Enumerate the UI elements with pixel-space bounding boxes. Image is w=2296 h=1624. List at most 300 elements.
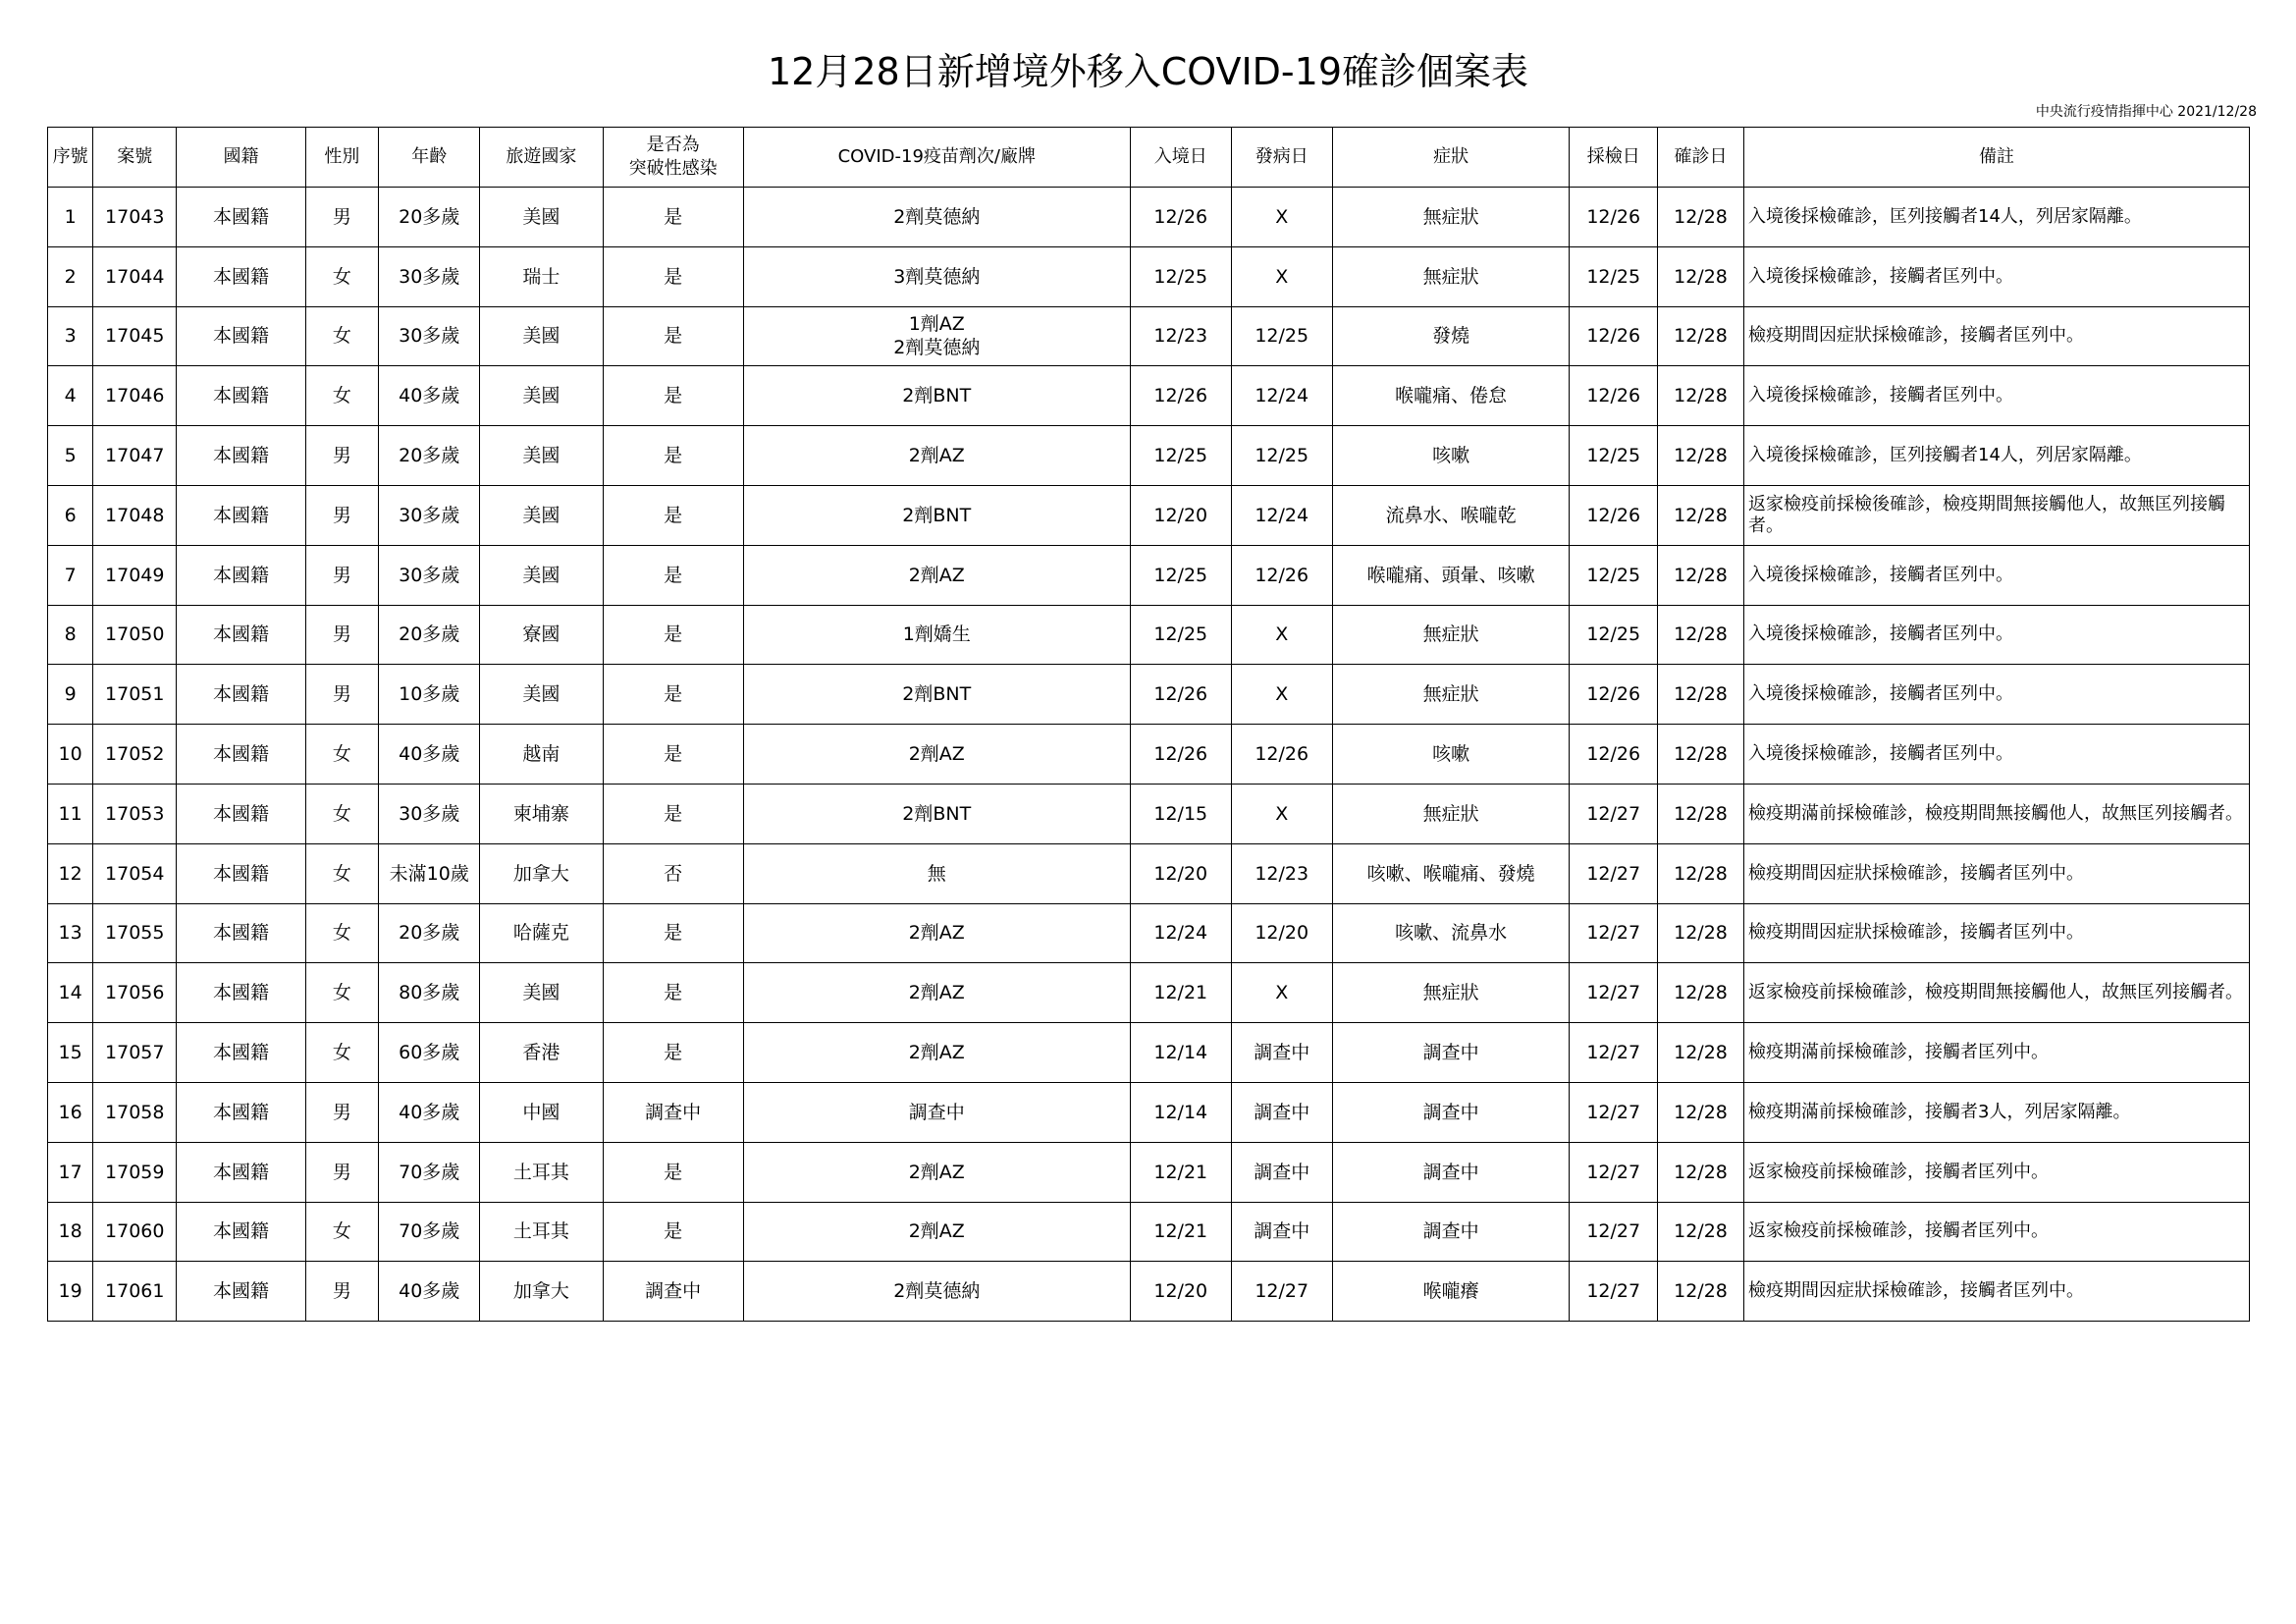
- cell-breakthrough: 是: [603, 605, 743, 665]
- cell-breakthrough: 是: [603, 485, 743, 545]
- cell-seq: 3: [48, 306, 93, 366]
- cell-note: 返家檢疫前採檢確診，檢疫期間無接觸他人，故無匡列接觸者。: [1744, 963, 2250, 1023]
- table-row: [48, 1202, 2250, 1262]
- cell-symptoms: 咳嗽: [1332, 725, 1570, 785]
- cell-symptoms: 發燒: [1332, 306, 1570, 366]
- cell-sampling-date: 12/27: [1570, 1082, 1658, 1142]
- header-breakthrough: 是否為 突破性感染: [603, 128, 743, 188]
- cell-nationality: 本國籍: [177, 1023, 305, 1083]
- cell-case-no: 17048: [93, 485, 177, 545]
- table-row: [48, 366, 2250, 426]
- cell-age: 30多歲: [379, 784, 480, 843]
- cell-gender: 女: [305, 1202, 379, 1262]
- cell-entry-date: 12/23: [1130, 306, 1231, 366]
- cell-breakthrough: 是: [603, 306, 743, 366]
- cell-case-no: 17046: [93, 366, 177, 426]
- cell-vaccine: 2劑BNT: [743, 366, 1130, 426]
- cell-seq: 17: [48, 1142, 93, 1202]
- cell-age: 20多歲: [379, 903, 480, 963]
- cell-entry-date: 12/20: [1130, 1262, 1231, 1322]
- cell-case-no: 17051: [93, 665, 177, 725]
- cell-onset-date: X: [1231, 605, 1332, 665]
- cell-confirmed-date: 12/28: [1657, 1082, 1743, 1142]
- cell-confirmed-date: 12/28: [1657, 1023, 1743, 1083]
- cell-confirmed-date: 12/28: [1657, 366, 1743, 426]
- cell-travel-country: 美國: [480, 665, 603, 725]
- cell-onset-date: 調查中: [1231, 1202, 1332, 1262]
- cell-onset-date: 12/20: [1231, 903, 1332, 963]
- cell-symptoms: 喉嚨癢: [1332, 1262, 1570, 1322]
- cell-onset-date: 12/26: [1231, 725, 1332, 785]
- cell-breakthrough: 是: [603, 426, 743, 486]
- table-row: [48, 1082, 2250, 1142]
- cell-nationality: 本國籍: [177, 1142, 305, 1202]
- cell-entry-date: 12/14: [1130, 1082, 1231, 1142]
- header-sampling-date: 採檢日: [1570, 128, 1658, 188]
- cell-note: 入境後採檢確診，接觸者匡列中。: [1744, 366, 2250, 426]
- cell-breakthrough: 是: [603, 1023, 743, 1083]
- cell-breakthrough: 是: [603, 665, 743, 725]
- cell-onset-date: 12/25: [1231, 426, 1332, 486]
- cell-entry-date: 12/15: [1130, 784, 1231, 843]
- cell-symptoms: 喉嚨痛、頭暈、咳嗽: [1332, 545, 1570, 605]
- cell-case-no: 17061: [93, 1262, 177, 1322]
- cell-case-no: 17059: [93, 1142, 177, 1202]
- cell-gender: 男: [305, 665, 379, 725]
- cell-age: 70多歲: [379, 1142, 480, 1202]
- cell-gender: 男: [305, 545, 379, 605]
- cell-case-no: 17050: [93, 605, 177, 665]
- cell-age: 20多歲: [379, 426, 480, 486]
- cell-gender: 女: [305, 246, 379, 306]
- cell-confirmed-date: 12/28: [1657, 246, 1743, 306]
- cell-gender: 男: [305, 1142, 379, 1202]
- cell-vaccine: 2劑AZ: [743, 1023, 1130, 1083]
- cell-gender: 男: [305, 1082, 379, 1142]
- cell-travel-country: 哈薩克: [480, 903, 603, 963]
- cell-note: 入境後採檢確診，匡列接觸者14人，列居家隔離。: [1744, 426, 2250, 486]
- cell-confirmed-date: 12/28: [1657, 843, 1743, 903]
- cell-breakthrough: 是: [603, 963, 743, 1023]
- cell-sampling-date: 12/27: [1570, 1142, 1658, 1202]
- cell-note: 入境後採檢確診，接觸者匡列中。: [1744, 545, 2250, 605]
- cell-travel-country: 土耳其: [480, 1202, 603, 1262]
- header-vaccine: COVID-19疫苗劑次/廠牌: [743, 128, 1130, 188]
- header-symptoms: 症狀: [1332, 128, 1570, 188]
- cell-note: 返家檢疫前採檢確診，接觸者匡列中。: [1744, 1202, 2250, 1262]
- cell-breakthrough: 是: [603, 545, 743, 605]
- cell-breakthrough: 否: [603, 843, 743, 903]
- cell-note: 入境後採檢確診，接觸者匡列中。: [1744, 665, 2250, 725]
- cell-seq: 5: [48, 426, 93, 486]
- cell-vaccine: 調查中: [743, 1082, 1130, 1142]
- cell-nationality: 本國籍: [177, 1202, 305, 1262]
- cell-symptoms: 無症狀: [1332, 784, 1570, 843]
- cell-vaccine: 2劑AZ: [743, 963, 1130, 1023]
- table-row: [48, 903, 2250, 963]
- cell-age: 20多歲: [379, 188, 480, 247]
- cell-sampling-date: 12/27: [1570, 963, 1658, 1023]
- cell-note: 返家檢疫前採檢確診，接觸者匡列中。: [1744, 1142, 2250, 1202]
- cell-note: 檢疫期滿前採檢確診，接觸者匡列中。: [1744, 1023, 2250, 1083]
- cell-entry-date: 12/21: [1130, 1142, 1231, 1202]
- cell-travel-country: 中國: [480, 1082, 603, 1142]
- cell-travel-country: 加拿大: [480, 843, 603, 903]
- cell-seq: 8: [48, 605, 93, 665]
- cell-symptoms: 無症狀: [1332, 188, 1570, 247]
- cell-sampling-date: 12/27: [1570, 784, 1658, 843]
- cell-sampling-date: 12/27: [1570, 1202, 1658, 1262]
- cell-seq: 9: [48, 665, 93, 725]
- cell-symptoms: 無症狀: [1332, 246, 1570, 306]
- cell-onset-date: X: [1231, 963, 1332, 1023]
- cell-case-no: 17060: [93, 1202, 177, 1262]
- table-row: [48, 426, 2250, 486]
- cell-note: 返家檢疫前採檢後確診，檢疫期間無接觸他人，故無匡列接觸者。: [1744, 485, 2250, 545]
- cell-vaccine: 2劑AZ: [743, 1202, 1130, 1262]
- cell-vaccine: 2劑AZ: [743, 426, 1130, 486]
- cell-nationality: 本國籍: [177, 485, 305, 545]
- cell-sampling-date: 12/27: [1570, 843, 1658, 903]
- cell-confirmed-date: 12/28: [1657, 306, 1743, 366]
- cell-travel-country: 美國: [480, 188, 603, 247]
- cell-vaccine: 2劑AZ: [743, 545, 1130, 605]
- cell-note: 檢疫期滿前採檢確診，檢疫期間無接觸他人，故無匡列接觸者。: [1744, 784, 2250, 843]
- table-header-row: [48, 128, 2250, 188]
- cell-sampling-date: 12/27: [1570, 903, 1658, 963]
- cell-nationality: 本國籍: [177, 605, 305, 665]
- cell-sampling-date: 12/26: [1570, 366, 1658, 426]
- cell-note: 入境後採檢確診，匡列接觸者14人，列居家隔離。: [1744, 188, 2250, 247]
- cell-case-no: 17043: [93, 188, 177, 247]
- cell-case-no: 17044: [93, 246, 177, 306]
- cell-vaccine: 1劑嬌生: [743, 605, 1130, 665]
- table-row: [48, 1142, 2250, 1202]
- cell-seq: 1: [48, 188, 93, 247]
- header-entry-date: 入境日: [1130, 128, 1231, 188]
- cell-case-no: 17058: [93, 1082, 177, 1142]
- cell-gender: 女: [305, 1023, 379, 1083]
- cell-breakthrough: 是: [603, 784, 743, 843]
- cell-breakthrough: 是: [603, 188, 743, 247]
- cell-travel-country: 美國: [480, 426, 603, 486]
- cell-seq: 12: [48, 843, 93, 903]
- cell-sampling-date: 12/26: [1570, 306, 1658, 366]
- cell-sampling-date: 12/27: [1570, 1262, 1658, 1322]
- cell-breakthrough: 是: [603, 366, 743, 426]
- cell-onset-date: 調查中: [1231, 1082, 1332, 1142]
- table-row: [48, 188, 2250, 247]
- cell-age: 40多歲: [379, 366, 480, 426]
- cell-seq: 14: [48, 963, 93, 1023]
- header-gender: 性別: [305, 128, 379, 188]
- cell-travel-country: 寮國: [480, 605, 603, 665]
- cell-entry-date: 12/26: [1130, 188, 1231, 247]
- cell-nationality: 本國籍: [177, 426, 305, 486]
- cell-gender: 男: [305, 485, 379, 545]
- cell-gender: 女: [305, 843, 379, 903]
- cell-sampling-date: 12/26: [1570, 665, 1658, 725]
- cell-nationality: 本國籍: [177, 1262, 305, 1322]
- cell-seq: 16: [48, 1082, 93, 1142]
- cell-confirmed-date: 12/28: [1657, 485, 1743, 545]
- cell-onset-date: 12/23: [1231, 843, 1332, 903]
- cell-travel-country: 美國: [480, 545, 603, 605]
- cell-case-no: 17057: [93, 1023, 177, 1083]
- cell-entry-date: 12/25: [1130, 545, 1231, 605]
- cell-age: 40多歲: [379, 725, 480, 785]
- cell-confirmed-date: 12/28: [1657, 1142, 1743, 1202]
- table-row: [48, 1262, 2250, 1322]
- page-title: 12月28日新增境外移入COVID-19確診個案表: [767, 50, 1528, 93]
- cell-seq: 13: [48, 903, 93, 963]
- cell-confirmed-date: 12/28: [1657, 665, 1743, 725]
- cell-case-no: 17056: [93, 963, 177, 1023]
- cell-onset-date: 12/26: [1231, 545, 1332, 605]
- cell-seq: 4: [48, 366, 93, 426]
- cell-onset-date: X: [1231, 246, 1332, 306]
- cell-onset-date: X: [1231, 188, 1332, 247]
- cell-onset-date: 12/25: [1231, 306, 1332, 366]
- cell-entry-date: 12/14: [1130, 1023, 1231, 1083]
- cell-nationality: 本國籍: [177, 545, 305, 605]
- cell-breakthrough: 是: [603, 725, 743, 785]
- cell-case-no: 17054: [93, 843, 177, 903]
- cell-sampling-date: 12/26: [1570, 485, 1658, 545]
- cell-vaccine: 2劑AZ: [743, 725, 1130, 785]
- cell-case-no: 17053: [93, 784, 177, 843]
- cell-entry-date: 12/24: [1130, 903, 1231, 963]
- cell-confirmed-date: 12/28: [1657, 188, 1743, 247]
- cell-note: 入境後採檢確診，接觸者匡列中。: [1744, 246, 2250, 306]
- cell-age: 30多歲: [379, 246, 480, 306]
- cell-confirmed-date: 12/28: [1657, 725, 1743, 785]
- cell-breakthrough: 是: [603, 1202, 743, 1262]
- cell-seq: 19: [48, 1262, 93, 1322]
- cell-case-no: 17055: [93, 903, 177, 963]
- cell-vaccine: 1劑AZ 2劑莫德納: [743, 306, 1130, 366]
- cell-note: 檢疫期間因症狀採檢確診，接觸者匡列中。: [1744, 306, 2250, 366]
- cell-seq: 2: [48, 246, 93, 306]
- cell-gender: 男: [305, 605, 379, 665]
- header-note: 備註: [1744, 128, 2250, 188]
- cell-nationality: 本國籍: [177, 843, 305, 903]
- cell-age: 10多歲: [379, 665, 480, 725]
- cell-sampling-date: 12/27: [1570, 1023, 1658, 1083]
- cell-breakthrough: 是: [603, 246, 743, 306]
- case-table: [47, 127, 2250, 1322]
- table-row: [48, 1023, 2250, 1083]
- cell-entry-date: 12/21: [1130, 1202, 1231, 1262]
- cell-case-no: 17047: [93, 426, 177, 486]
- cell-age: 80多歲: [379, 963, 480, 1023]
- cell-onset-date: 12/24: [1231, 366, 1332, 426]
- cell-note: 入境後採檢確診，接觸者匡列中。: [1744, 725, 2250, 785]
- header-case-no: 案號: [93, 128, 177, 188]
- cell-travel-country: 美國: [480, 963, 603, 1023]
- cell-nationality: 本國籍: [177, 784, 305, 843]
- cell-gender: 男: [305, 1262, 379, 1322]
- cell-confirmed-date: 12/28: [1657, 1262, 1743, 1322]
- cell-entry-date: 12/20: [1130, 485, 1231, 545]
- cell-breakthrough: 是: [603, 903, 743, 963]
- cell-age: 未滿10歲: [379, 843, 480, 903]
- table-row: [48, 843, 2250, 903]
- cell-confirmed-date: 12/28: [1657, 963, 1743, 1023]
- cell-seq: 15: [48, 1023, 93, 1083]
- cell-age: 30多歲: [379, 485, 480, 545]
- cell-vaccine: 2劑BNT: [743, 485, 1130, 545]
- cell-entry-date: 12/25: [1130, 605, 1231, 665]
- header-confirmed-date: 確診日: [1657, 128, 1743, 188]
- cell-travel-country: 瑞士: [480, 246, 603, 306]
- cell-breakthrough: 調查中: [603, 1262, 743, 1322]
- cell-symptoms: 調查中: [1332, 1202, 1570, 1262]
- cell-entry-date: 12/26: [1130, 725, 1231, 785]
- cell-nationality: 本國籍: [177, 903, 305, 963]
- table-row: [48, 725, 2250, 785]
- cell-vaccine: 3劑莫德納: [743, 246, 1130, 306]
- cell-gender: 女: [305, 306, 379, 366]
- cell-symptoms: 調查中: [1332, 1142, 1570, 1202]
- cell-entry-date: 12/21: [1130, 963, 1231, 1023]
- cell-nationality: 本國籍: [177, 366, 305, 426]
- cell-symptoms: 無症狀: [1332, 605, 1570, 665]
- cell-symptoms: 調查中: [1332, 1082, 1570, 1142]
- cell-sampling-date: 12/26: [1570, 188, 1658, 247]
- cell-note: 檢疫期間因症狀採檢確診，接觸者匡列中。: [1744, 903, 2250, 963]
- table-row: [48, 605, 2250, 665]
- cell-vaccine: 2劑BNT: [743, 665, 1130, 725]
- table-body: [48, 188, 2250, 1322]
- cell-age: 70多歲: [379, 1202, 480, 1262]
- cell-age: 60多歲: [379, 1023, 480, 1083]
- cell-travel-country: 柬埔寨: [480, 784, 603, 843]
- cell-sampling-date: 12/26: [1570, 725, 1658, 785]
- table-row: [48, 246, 2250, 306]
- cell-travel-country: 美國: [480, 306, 603, 366]
- cell-entry-date: 12/25: [1130, 246, 1231, 306]
- cell-seq: 10: [48, 725, 93, 785]
- cell-gender: 女: [305, 725, 379, 785]
- cell-sampling-date: 12/25: [1570, 426, 1658, 486]
- cell-nationality: 本國籍: [177, 725, 305, 785]
- table-row: [48, 485, 2250, 545]
- header-age: 年齡: [379, 128, 480, 188]
- cell-symptoms: 調查中: [1332, 1023, 1570, 1083]
- cell-seq: 11: [48, 784, 93, 843]
- cell-symptoms: 咳嗽、喉嚨痛、發燒: [1332, 843, 1570, 903]
- source-date: 中央流行疫情指揮中心 2021/12/28: [2035, 104, 2257, 120]
- table-row: [48, 665, 2250, 725]
- cell-travel-country: 美國: [480, 366, 603, 426]
- cell-confirmed-date: 12/28: [1657, 605, 1743, 665]
- cell-seq: 18: [48, 1202, 93, 1262]
- cell-nationality: 本國籍: [177, 1082, 305, 1142]
- cell-confirmed-date: 12/28: [1657, 426, 1743, 486]
- cell-vaccine: 2劑BNT: [743, 784, 1130, 843]
- cell-note: 入境後採檢確診，接觸者匡列中。: [1744, 605, 2250, 665]
- cell-symptoms: 咳嗽: [1332, 426, 1570, 486]
- cell-symptoms: 喉嚨痛、倦怠: [1332, 366, 1570, 426]
- cell-gender: 男: [305, 188, 379, 247]
- cell-age: 30多歲: [379, 545, 480, 605]
- table-row: [48, 963, 2250, 1023]
- cell-nationality: 本國籍: [177, 963, 305, 1023]
- cell-symptoms: 流鼻水、喉嚨乾: [1332, 485, 1570, 545]
- cell-confirmed-date: 12/28: [1657, 903, 1743, 963]
- cell-onset-date: 12/27: [1231, 1262, 1332, 1322]
- cell-entry-date: 12/25: [1130, 426, 1231, 486]
- cell-note: 檢疫期滿前採檢確診，接觸者3人，列居家隔離。: [1744, 1082, 2250, 1142]
- cell-sampling-date: 12/25: [1570, 545, 1658, 605]
- table-row: [48, 784, 2250, 843]
- cell-travel-country: 加拿大: [480, 1262, 603, 1322]
- cell-entry-date: 12/26: [1130, 366, 1231, 426]
- cell-age: 40多歲: [379, 1262, 480, 1322]
- cell-age: 40多歲: [379, 1082, 480, 1142]
- cell-gender: 女: [305, 366, 379, 426]
- cell-nationality: 本國籍: [177, 188, 305, 247]
- cell-case-no: 17052: [93, 725, 177, 785]
- cell-vaccine: 無: [743, 843, 1130, 903]
- cell-seq: 6: [48, 485, 93, 545]
- cell-sampling-date: 12/25: [1570, 605, 1658, 665]
- cell-confirmed-date: 12/28: [1657, 545, 1743, 605]
- cell-gender: 女: [305, 784, 379, 843]
- cell-vaccine: 2劑AZ: [743, 1142, 1130, 1202]
- cell-onset-date: X: [1231, 665, 1332, 725]
- cell-entry-date: 12/20: [1130, 843, 1231, 903]
- cell-travel-country: 土耳其: [480, 1142, 603, 1202]
- cell-symptoms: 無症狀: [1332, 963, 1570, 1023]
- cell-onset-date: 12/24: [1231, 485, 1332, 545]
- cell-travel-country: 香港: [480, 1023, 603, 1083]
- cell-gender: 女: [305, 963, 379, 1023]
- table-row: [48, 545, 2250, 605]
- cell-age: 20多歲: [379, 605, 480, 665]
- cell-seq: 7: [48, 545, 93, 605]
- header-nationality: 國籍: [177, 128, 305, 188]
- cell-travel-country: 美國: [480, 485, 603, 545]
- cell-vaccine: 2劑莫德納: [743, 1262, 1130, 1322]
- cell-onset-date: X: [1231, 784, 1332, 843]
- cell-symptoms: 無症狀: [1332, 665, 1570, 725]
- cell-note: 檢疫期間因症狀採檢確診，接觸者匡列中。: [1744, 1262, 2250, 1322]
- cell-confirmed-date: 12/28: [1657, 1202, 1743, 1262]
- cell-symptoms: 咳嗽、流鼻水: [1332, 903, 1570, 963]
- cell-case-no: 17045: [93, 306, 177, 366]
- header-seq: 序號: [48, 128, 93, 188]
- table-row: [48, 306, 2250, 366]
- cell-breakthrough: 調查中: [603, 1082, 743, 1142]
- cell-travel-country: 越南: [480, 725, 603, 785]
- cell-nationality: 本國籍: [177, 306, 305, 366]
- cell-vaccine: 2劑莫德納: [743, 188, 1130, 247]
- cell-sampling-date: 12/25: [1570, 246, 1658, 306]
- cell-note: 檢疫期間因症狀採檢確診，接觸者匡列中。: [1744, 843, 2250, 903]
- cell-confirmed-date: 12/28: [1657, 784, 1743, 843]
- cell-onset-date: 調查中: [1231, 1023, 1332, 1083]
- cell-gender: 女: [305, 903, 379, 963]
- cell-onset-date: 調查中: [1231, 1142, 1332, 1202]
- cell-gender: 男: [305, 426, 379, 486]
- cell-entry-date: 12/26: [1130, 665, 1231, 725]
- cell-vaccine: 2劑AZ: [743, 903, 1130, 963]
- cell-nationality: 本國籍: [177, 246, 305, 306]
- cell-case-no: 17049: [93, 545, 177, 605]
- cell-breakthrough: 是: [603, 1142, 743, 1202]
